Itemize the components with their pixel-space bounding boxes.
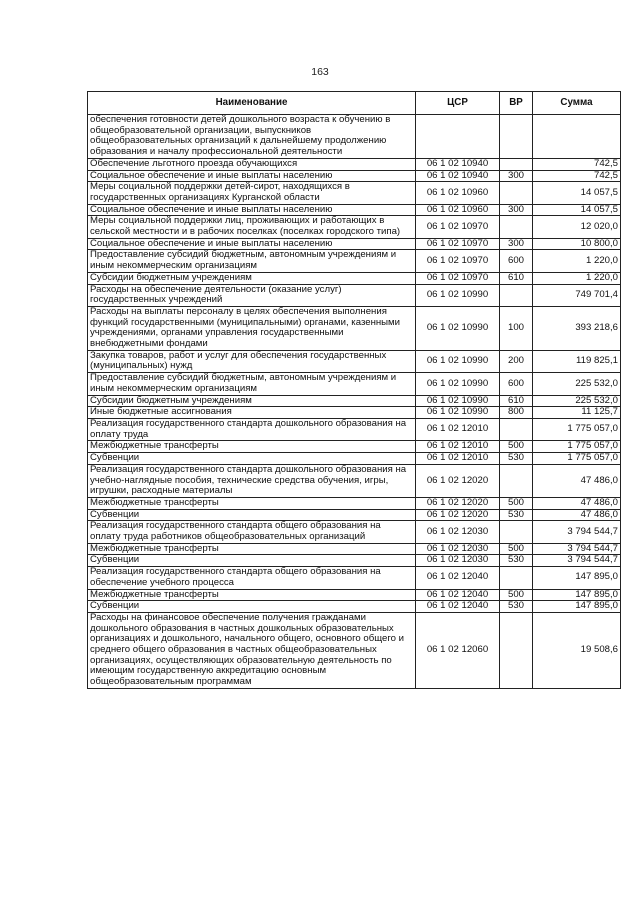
table-row [88, 238, 621, 250]
row-vr-code: 530 [500, 555, 533, 567]
row-csr-code: 06 1 02 10970 [416, 216, 500, 238]
row-name: Расходы на обеспечение деятельности (оказание услуг) государственных учреждений [88, 284, 416, 306]
row-sum: 742,5 [533, 170, 621, 182]
row-vr-code: 500 [500, 543, 533, 555]
row-name: Межбюджетные трансферты [88, 543, 416, 555]
row-csr-code: 06 1 02 10940 [416, 158, 500, 170]
row-name: Предоставление субсидий бюджетным, автономным учреждениям и иным некоммерческим организациям [88, 373, 416, 395]
table-row [88, 204, 621, 216]
row-csr-code: 06 1 02 10970 [416, 272, 500, 284]
row-sum: 742,5 [533, 158, 621, 170]
row-sum: 1 220,0 [533, 250, 621, 272]
row-csr-code: 06 1 02 12060 [416, 612, 500, 688]
table-row [88, 418, 621, 440]
row-name: Субсидии бюджетным учреждениям [88, 395, 416, 407]
row-vr-code: 530 [500, 509, 533, 521]
row-csr-code: 06 1 02 10990 [416, 407, 500, 419]
table-row [88, 521, 621, 543]
table-header-row [88, 92, 621, 115]
row-vr-code: 530 [500, 601, 533, 613]
table-row [88, 453, 621, 465]
row-csr-code: 06 1 02 10990 [416, 350, 500, 372]
row-vr-code [500, 216, 533, 238]
row-sum: 1 775 057,0 [533, 418, 621, 440]
table-row [88, 441, 621, 453]
row-sum: 47 486,0 [533, 497, 621, 509]
row-sum: 3 794 544,7 [533, 555, 621, 567]
table-row [88, 115, 621, 159]
row-csr-code: 06 1 02 10990 [416, 373, 500, 395]
row-vr-code [500, 464, 533, 497]
table-row [88, 601, 621, 613]
row-csr-code: 06 1 02 10940 [416, 170, 500, 182]
row-csr-code: 06 1 02 12020 [416, 497, 500, 509]
row-sum: 119 825,1 [533, 350, 621, 372]
row-csr-code: 06 1 02 12010 [416, 418, 500, 440]
row-name: Меры социальной поддержки лиц, проживающих и работающих в сельской местности и в рабочих поселках (поселках городского типа) [88, 216, 416, 238]
table-row [88, 373, 621, 395]
row-sum: 11 125,7 [533, 407, 621, 419]
row-sum [533, 115, 621, 159]
row-sum: 12 020,0 [533, 216, 621, 238]
table-row [88, 306, 621, 350]
row-csr-code: 06 1 02 12010 [416, 441, 500, 453]
row-name: Социальное обеспечение и иные выплаты населению [88, 170, 416, 182]
row-vr-code [500, 158, 533, 170]
page-number: 163 [311, 66, 329, 78]
row-name: Субвенции [88, 555, 416, 567]
row-sum: 14 057,5 [533, 204, 621, 216]
row-vr-code: 800 [500, 407, 533, 419]
header-csr: ЦСР [416, 92, 500, 115]
row-name: Обеспечение льготного проезда обучающихся [88, 158, 416, 170]
table-row [88, 555, 621, 567]
row-name: Межбюджетные трансферты [88, 441, 416, 453]
row-csr-code: 06 1 02 12030 [416, 555, 500, 567]
row-name: Социальное обеспечение и иные выплаты населению [88, 238, 416, 250]
row-csr-code: 06 1 02 10960 [416, 204, 500, 216]
table-row [88, 170, 621, 182]
row-name: Реализация государственного стандарта дошкольного образования на учебно-наглядные пособия, технические средства обучения, игры, игрушки, расходные материалы [88, 464, 416, 497]
table-row [88, 567, 621, 589]
row-csr-code: 06 1 02 12040 [416, 601, 500, 613]
row-sum: 3 794 544,7 [533, 543, 621, 555]
row-vr-code: 530 [500, 453, 533, 465]
table-row [88, 395, 621, 407]
row-vr-code: 500 [500, 441, 533, 453]
row-csr-code: 06 1 02 12010 [416, 453, 500, 465]
table-row [88, 350, 621, 372]
row-name: Иные бюджетные ассигнования [88, 407, 416, 419]
row-csr-code: 06 1 02 10990 [416, 284, 500, 306]
table-row [88, 509, 621, 521]
table-body [88, 115, 621, 689]
row-vr-code: 500 [500, 589, 533, 601]
row-sum: 3 794 544,7 [533, 521, 621, 543]
table-row [88, 497, 621, 509]
row-name: Реализация государственного стандарта общего образования на обеспечение учебного процесса [88, 567, 416, 589]
row-sum: 393 218,6 [533, 306, 621, 350]
row-sum: 225 532,0 [533, 395, 621, 407]
header-name: Наименование [88, 92, 416, 115]
row-csr-code: 06 1 02 12020 [416, 509, 500, 521]
row-name: Социальное обеспечение и иные выплаты населению [88, 204, 416, 216]
row-sum: 10 800,0 [533, 238, 621, 250]
row-sum: 749 701,4 [533, 284, 621, 306]
budget-table [87, 91, 621, 689]
row-vr-code [500, 567, 533, 589]
row-sum: 225 532,0 [533, 373, 621, 395]
row-vr-code [500, 115, 533, 159]
table-row [88, 284, 621, 306]
row-vr-code: 600 [500, 250, 533, 272]
row-name: Реализация государственного стандарта дошкольного образования на оплату труда [88, 418, 416, 440]
row-name: Предоставление субсидий бюджетным, автономным учреждениям и иным некоммерческим организациям [88, 250, 416, 272]
row-sum: 147 895,0 [533, 567, 621, 589]
row-vr-code: 300 [500, 204, 533, 216]
row-csr-code [416, 115, 500, 159]
table-row [88, 407, 621, 419]
row-name: Межбюджетные трансферты [88, 497, 416, 509]
row-name: обеспечения готовности детей дошкольного возраста к обучению в общеобразовательной организации, выпускников общеобразовательных организаций к дальнейшему продолжению образования и началу профессиональной деятельности [88, 115, 416, 159]
row-name: Реализация государственного стандарта общего образования на оплату труда работников общеобразовательных организаций [88, 521, 416, 543]
header-sum: Сумма [533, 92, 621, 115]
row-name: Расходы на финансовое обеспечение получения гражданами дошкольного образования в частных дошкольных образовательных организациях и дошкольного, начального общего, основного общего и среднего общего образования в частных общеобразовательных организациях, осуществляющих образовательную деятельность по имеющим государственную аккредитацию основным общеобразовательным программам [88, 612, 416, 688]
table-row [88, 272, 621, 284]
row-vr-code: 500 [500, 497, 533, 509]
row-sum: 1 220,0 [533, 272, 621, 284]
row-vr-code: 300 [500, 238, 533, 250]
row-name: Субсидии бюджетным учреждениям [88, 272, 416, 284]
row-name: Меры социальной поддержки детей-сирот, находящихся в государственных организациях Курганской области [88, 182, 416, 204]
row-vr-code [500, 521, 533, 543]
row-sum: 19 508,6 [533, 612, 621, 688]
row-csr-code: 06 1 02 10970 [416, 238, 500, 250]
table-row [88, 216, 621, 238]
row-vr-code: 600 [500, 373, 533, 395]
row-vr-code: 610 [500, 272, 533, 284]
row-csr-code: 06 1 02 12030 [416, 521, 500, 543]
row-sum: 147 895,0 [533, 601, 621, 613]
row-vr-code [500, 418, 533, 440]
row-csr-code: 06 1 02 10990 [416, 395, 500, 407]
table-row [88, 158, 621, 170]
table-row [88, 250, 621, 272]
row-sum: 1 775 057,0 [533, 453, 621, 465]
row-vr-code: 300 [500, 170, 533, 182]
row-csr-code: 06 1 02 10960 [416, 182, 500, 204]
row-csr-code: 06 1 02 12040 [416, 589, 500, 601]
row-name: Межбюджетные трансферты [88, 589, 416, 601]
table-row [88, 464, 621, 497]
row-vr-code: 100 [500, 306, 533, 350]
row-sum: 47 486,0 [533, 464, 621, 497]
header-vr: ВР [500, 92, 533, 115]
row-vr-code [500, 612, 533, 688]
row-csr-code: 06 1 02 12030 [416, 543, 500, 555]
row-csr-code: 06 1 02 12020 [416, 464, 500, 497]
row-csr-code: 06 1 02 12040 [416, 567, 500, 589]
row-name: Расходы на выплаты персоналу в целях обеспечения выполнения функций государственными (муниципальными) органами, казенными учреждениями, органами управления государственными внебюджетными фондами [88, 306, 416, 350]
table-row [88, 182, 621, 204]
row-sum: 14 057,5 [533, 182, 621, 204]
row-name: Субвенции [88, 601, 416, 613]
row-name: Субвенции [88, 509, 416, 521]
row-sum: 147 895,0 [533, 589, 621, 601]
row-name: Субвенции [88, 453, 416, 465]
row-vr-code [500, 182, 533, 204]
table-row [88, 589, 621, 601]
row-vr-code: 610 [500, 395, 533, 407]
row-sum: 47 486,0 [533, 509, 621, 521]
table-row [88, 612, 621, 688]
row-name: Закупка товаров, работ и услуг для обеспечения государственных (муниципальных) нужд [88, 350, 416, 372]
row-vr-code [500, 284, 533, 306]
row-csr-code: 06 1 02 10990 [416, 306, 500, 350]
row-sum: 1 775 057,0 [533, 441, 621, 453]
row-csr-code: 06 1 02 10970 [416, 250, 500, 272]
row-vr-code: 200 [500, 350, 533, 372]
table-row [88, 543, 621, 555]
